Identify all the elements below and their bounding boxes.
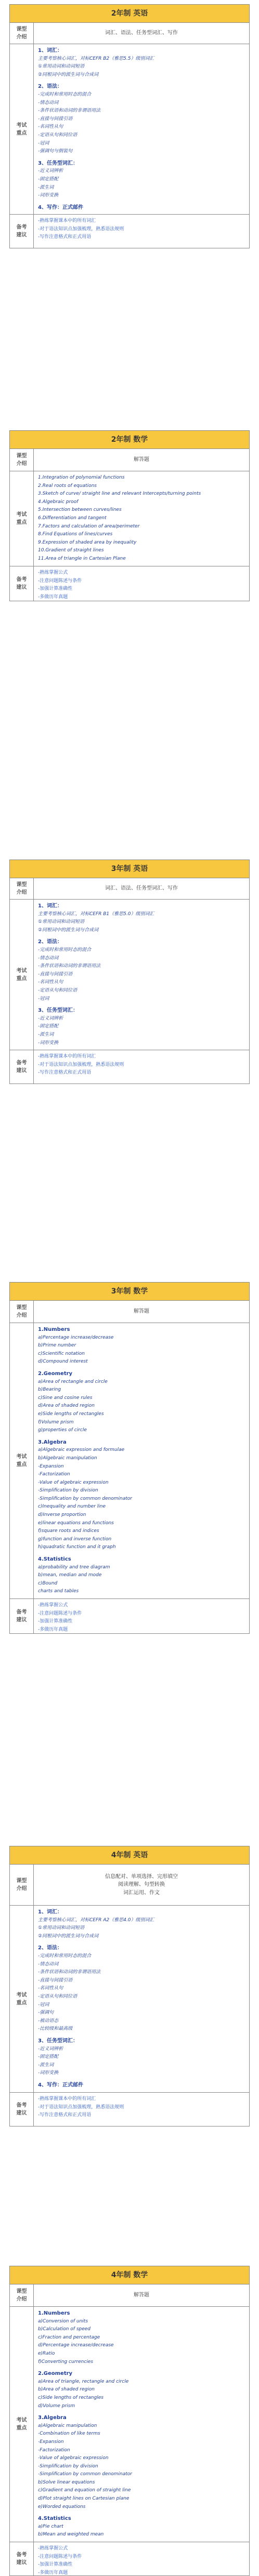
exam-points-row bbox=[10, 1323, 249, 1599]
topic-heading: 3、任务型词汇： bbox=[38, 1008, 78, 1014]
topic-item: charts and tables bbox=[38, 1589, 79, 1594]
topic-item: 9.Expression of shaded area by inequality bbox=[38, 539, 137, 545]
topic-item: ②同根词中的派生词与合成词 bbox=[38, 927, 99, 933]
topic-item: -Simplification by common denominator bbox=[38, 1496, 132, 1501]
advice-item: -写作注意格式和正式用语 bbox=[38, 1070, 92, 1076]
topic-item: 主要考察核心词汇，对标CEFR B2（雅思5.5）级别词汇 bbox=[38, 56, 154, 61]
exam-advice-label: 备考 建议 bbox=[10, 2542, 34, 2575]
exam-points-row bbox=[10, 44, 249, 215]
card-title: 3年制 数学 bbox=[10, 1283, 249, 1301]
topic-item: -情态动词 bbox=[38, 1961, 59, 1967]
spacer bbox=[38, 2511, 245, 2515]
topic-item: -被动语态 bbox=[38, 2018, 59, 2024]
exam-points-row bbox=[10, 900, 249, 1050]
topic-item: -直接与间接引语 bbox=[38, 116, 73, 122]
topic-item: b)Mean and weighted mean bbox=[38, 2532, 104, 2538]
topic-item: -强调句与倒装句 bbox=[38, 149, 73, 154]
topic-heading: 2、语法： bbox=[38, 939, 62, 945]
topic-item: h)quadratic function and it graph bbox=[38, 1544, 116, 1550]
spacer bbox=[38, 2410, 245, 2414]
topic-item: a)Pie chart bbox=[38, 2524, 63, 2529]
spacer bbox=[38, 156, 245, 160]
topic-heading: 3、任务型词汇： bbox=[38, 2038, 78, 2044]
topic-item: -强调句 bbox=[38, 2010, 54, 2016]
card-title: 4年制 英语 bbox=[10, 1846, 249, 1865]
topic-item: c)Bound bbox=[38, 1580, 58, 1586]
course-intro-text: 解答题 bbox=[134, 2292, 149, 2298]
topic-item: 10.Gradient of straight lines bbox=[38, 548, 104, 553]
topic-item: c)Scientific notation bbox=[38, 1351, 85, 1356]
course-intro-text: 信息配对、单项选择、完形填空 阅读理解、句型转换 词汇运用、作文 bbox=[105, 1873, 178, 1896]
topic-item: -词形变换 bbox=[38, 193, 59, 199]
spacer bbox=[38, 2366, 245, 2370]
topic-item: -近义词辨析 bbox=[38, 1015, 63, 1021]
advice-item: -熟练掌握公式 bbox=[38, 2546, 68, 2551]
exam-points-list bbox=[34, 1906, 249, 2092]
card-title: 2年制 数学 bbox=[10, 431, 249, 449]
topic-item: -固定搭配 bbox=[38, 1024, 59, 1029]
topic-item: b)Area of shaded region bbox=[38, 2387, 95, 2393]
topic-item: -冠词 bbox=[38, 140, 49, 146]
topic-item: -Factorization bbox=[38, 1472, 70, 1477]
topic-item: -条件状语和动词的非谓语用法 bbox=[38, 108, 101, 114]
topic-heading: 1、词汇： bbox=[38, 903, 62, 909]
topic-item: -情态动词 bbox=[38, 955, 59, 961]
course-intro-row bbox=[10, 1301, 249, 1323]
card-title: 4年制 数学 bbox=[10, 2266, 249, 2284]
advice-item: -写作注意格式和正式用语 bbox=[38, 2112, 92, 2118]
topic-item: c)Inequality and number line bbox=[38, 1504, 106, 1510]
advice-item: -加强计算准确性 bbox=[38, 586, 73, 592]
topic-heading: 1、词汇： bbox=[38, 48, 62, 54]
topic-item: -Simplification by common denominator bbox=[38, 2472, 132, 2477]
topic-heading: 4.Statistics bbox=[38, 2516, 71, 2522]
advice-item: -多做历年真题 bbox=[38, 2570, 68, 2575]
topic-heading: 2、语法： bbox=[38, 1945, 62, 1951]
topic-item: 主要考察核心词汇，对标CEFR A2（雅思4.0）级别词汇 bbox=[38, 1917, 154, 1923]
topic-item: 5.Intersection between curves/lines bbox=[38, 507, 122, 513]
exam-advice-row bbox=[10, 2093, 249, 2126]
course-intro-text: 词汇、语法、任务型词汇、写作 bbox=[105, 30, 178, 36]
topic-item: -派生词 bbox=[38, 2062, 54, 2068]
topic-item: -固定搭配 bbox=[38, 176, 59, 182]
topic-heading: 4、写作：正式邮件 bbox=[38, 2082, 83, 2088]
topic-item: 2.Real roots of equations bbox=[38, 483, 97, 488]
topic-item: -名词性从句 bbox=[38, 980, 63, 985]
spacer bbox=[38, 934, 245, 938]
topic-item: -Expansion bbox=[38, 2439, 64, 2445]
topic-item: -冠词 bbox=[38, 2002, 49, 2007]
exam-points-label: 考试 重点 bbox=[10, 900, 34, 1050]
spacer bbox=[38, 1003, 245, 1007]
topic-heading: 3.Algebra bbox=[38, 2415, 67, 2421]
section-card bbox=[9, 1282, 250, 1634]
topic-heading: 1、词汇： bbox=[38, 1909, 62, 1915]
course-intro-text: 解答题 bbox=[134, 457, 149, 463]
topic-item: -完成时和常用时态的混合 bbox=[38, 91, 92, 97]
advice-item: -熟练掌握课本中的所有词汇 bbox=[38, 2096, 96, 2102]
topic-item: -词形变换 bbox=[38, 1040, 59, 1046]
topic-item: ①常用动词和动词短语 bbox=[38, 64, 85, 70]
spacer bbox=[38, 1552, 245, 1555]
topic-heading: 3.Algebra bbox=[38, 1439, 67, 1445]
topic-item: d)Area of shaded region bbox=[38, 1403, 95, 1409]
course-intro-label: 课型 介绍 bbox=[10, 23, 34, 44]
course-intro-row bbox=[10, 878, 249, 900]
exam-advice-list bbox=[34, 215, 249, 248]
topic-item: -情态动词 bbox=[38, 100, 59, 105]
topic-item: ①常用动词和动词短语 bbox=[38, 1925, 85, 1931]
exam-advice-list bbox=[34, 2093, 249, 2126]
exam-advice-label: 备考 建议 bbox=[10, 215, 34, 248]
topic-heading: 2、语法： bbox=[38, 84, 62, 90]
topic-item: -条件状语和动词的非谓语用法 bbox=[38, 963, 101, 969]
advice-item: -熟练掌握公式 bbox=[38, 570, 68, 575]
topic-item: e)linear equations and functions bbox=[38, 1520, 114, 1526]
topic-item: -直接与间接引语 bbox=[38, 1977, 73, 1983]
course-intro-row bbox=[10, 2284, 249, 2307]
section-card bbox=[9, 4, 250, 248]
advice-item: -多做历年真题 bbox=[38, 594, 68, 600]
card-title: 2年制 英语 bbox=[10, 5, 249, 23]
topic-item: f)Converting currencies bbox=[38, 2359, 94, 2364]
topic-item: f)square roots and indices bbox=[38, 1528, 99, 1534]
topic-item: ②同根词中的派生词与合成词 bbox=[38, 1933, 99, 1939]
topic-item: b)Solve linear equations bbox=[38, 2479, 95, 2485]
topic-item: -Value of algebraic expression bbox=[38, 1479, 109, 1485]
topic-item: g)properties of circle bbox=[38, 1428, 87, 1433]
course-intro-label: 课型 介绍 bbox=[10, 2284, 34, 2306]
topic-item: -名词性从句 bbox=[38, 1986, 63, 1991]
topic-item: -词形变换 bbox=[38, 2070, 59, 2076]
topic-item: 主要考察核心词汇，对标CEFR B1（雅思5.0）级别词汇 bbox=[38, 911, 154, 917]
exam-points-row bbox=[10, 1906, 249, 2093]
course-intro-label: 课型 介绍 bbox=[10, 1865, 34, 1905]
topic-item: -派生词 bbox=[38, 1032, 54, 1037]
topic-item: f)Volume prism bbox=[38, 1419, 74, 1425]
course-intro-label: 课型 介绍 bbox=[10, 878, 34, 899]
section-card bbox=[9, 1846, 250, 2126]
course-intro-row bbox=[10, 23, 249, 44]
topic-item: -直接与间接引语 bbox=[38, 971, 73, 977]
topic-item: b)Algebraic manipulation bbox=[38, 1455, 97, 1461]
exam-advice-list bbox=[34, 566, 249, 601]
topic-item: e)Ratio bbox=[38, 2350, 55, 2356]
topic-item: c)Sine and cosine rules bbox=[38, 1395, 93, 1401]
exam-points-label: 考试 重点 bbox=[10, 1323, 34, 1599]
topic-item: -比较级和最高级 bbox=[38, 2026, 73, 2032]
course-intro-text: 解答题 bbox=[134, 1309, 149, 1315]
topic-item: -Factorization bbox=[38, 2447, 70, 2453]
section-card bbox=[9, 2266, 250, 2576]
topic-item: -定语从句和同位语 bbox=[38, 1993, 77, 1999]
topic-item: c)Gradient and equation of straight line bbox=[38, 2488, 131, 2493]
topic-heading: 1.Numbers bbox=[38, 1327, 70, 1332]
topic-item: -近义词辨析 bbox=[38, 168, 63, 174]
topic-item: 6.Differentiation and tangent bbox=[38, 515, 107, 521]
exam-points-list bbox=[34, 471, 249, 566]
exam-points-label: 考试 重点 bbox=[10, 1906, 34, 2092]
topic-item: -条件状语和动词的非谓语用法 bbox=[38, 1970, 101, 1975]
topic-item: b)Prime number bbox=[38, 1343, 76, 1349]
topic-item: -Value of algebraic expression bbox=[38, 2455, 109, 2461]
exam-advice-row bbox=[10, 1599, 249, 1633]
advice-item: -加强计算准确性 bbox=[38, 1619, 73, 1624]
course-intro-label: 课型 介绍 bbox=[10, 1301, 34, 1323]
advice-item: -加强计算准确性 bbox=[38, 2562, 73, 2568]
advice-item: -注意问题陈述与条件 bbox=[38, 1610, 82, 1616]
course-intro-label: 课型 介绍 bbox=[10, 449, 34, 471]
exam-advice-label: 备考 建议 bbox=[10, 1050, 34, 1084]
topic-item: d)Inverse proportion bbox=[38, 1512, 86, 1518]
course-intro-row bbox=[10, 449, 249, 471]
advice-item: -多做历年真题 bbox=[38, 1627, 68, 1632]
topic-item: -Simplification by division bbox=[38, 2463, 98, 2469]
topic-item: -冠词 bbox=[38, 996, 49, 1001]
exam-advice-row bbox=[10, 2542, 249, 2575]
advice-item: -注意问题陈述与条件 bbox=[38, 2554, 82, 2559]
card-title: 3年制 英语 bbox=[10, 860, 249, 878]
topic-item: -Combination of like terms bbox=[38, 2431, 100, 2437]
topic-item: d)Plot straight lines on Cartesian plane bbox=[38, 2496, 130, 2502]
topic-item: -完成时和常用时态的混合 bbox=[38, 947, 92, 953]
topic-item: -近义词辨析 bbox=[38, 2046, 63, 2052]
exam-advice-label: 备考 建议 bbox=[10, 1599, 34, 1633]
topic-heading: 3、任务型词汇： bbox=[38, 160, 78, 166]
topic-item: d)Volume prism bbox=[38, 2403, 75, 2409]
course-intro-row bbox=[10, 1865, 249, 1906]
exam-advice-row bbox=[10, 566, 249, 601]
topic-item: 1.Integration of polynomial functions bbox=[38, 475, 125, 480]
topic-item: c)Fraction and percentage bbox=[38, 2334, 100, 2340]
exam-advice-list bbox=[34, 2542, 249, 2575]
topic-item: -定语从句和同位语 bbox=[38, 132, 77, 138]
topic-item: a)Algebraic expression and formulae bbox=[38, 1447, 125, 1453]
topic-item: a)Conversion of units bbox=[38, 2318, 88, 2324]
topic-item: d)Compound interest bbox=[38, 1359, 88, 1365]
exam-points-list bbox=[34, 900, 249, 1050]
course-intro-text: 词汇、语法、任务型词汇、写作 bbox=[105, 886, 178, 892]
topic-item: 3.Sketch of curve/ straight line and relevant Intercepts/turning points bbox=[38, 491, 201, 497]
exam-advice-label: 备考 建议 bbox=[10, 2093, 34, 2126]
topic-item: a)Percentage increase/decrease bbox=[38, 1335, 114, 1340]
advice-item: -对于语法知识点加强梳理，熟悉语法规则 bbox=[38, 1062, 124, 1067]
exam-points-row bbox=[10, 2307, 249, 2542]
topic-item: ①常用动词和动词短语 bbox=[38, 919, 85, 925]
topic-item: d)Percentage increase/decrease bbox=[38, 2343, 114, 2348]
exam-advice-list bbox=[34, 1050, 249, 1084]
topic-item: a)Area of triangle, rectangle and circle bbox=[38, 2379, 129, 2384]
spacer bbox=[38, 1940, 245, 1944]
advice-item: -对于语法知识点加强梳理，熟悉语法规则 bbox=[38, 226, 124, 232]
topic-heading: 2.Geometry bbox=[38, 1370, 73, 1377]
spacer bbox=[38, 79, 245, 83]
topic-item: e)Side lengths of rectangles bbox=[38, 1411, 104, 1417]
topic-item: b)mean, median and mode bbox=[38, 1573, 102, 1578]
spacer bbox=[38, 1366, 245, 1370]
topic-item: -定语从句和同位语 bbox=[38, 987, 77, 993]
topic-item: a)Area of rectangle and circle bbox=[38, 1379, 108, 1384]
advice-item: -对于语法知识点加强梳理，熟悉语法规则 bbox=[38, 2104, 124, 2110]
spacer bbox=[38, 2078, 245, 2081]
exam-points-label: 考试 重点 bbox=[10, 2307, 34, 2542]
topic-item: -Simplification by division bbox=[38, 1488, 98, 1494]
topic-item: -固定搭配 bbox=[38, 2054, 59, 2060]
advice-item: -熟练掌握公式 bbox=[38, 1603, 68, 1608]
spacer bbox=[38, 1435, 245, 1438]
topic-item: 4.Algebraic proof bbox=[38, 499, 79, 505]
section-card bbox=[9, 430, 250, 601]
advice-item: -写作注意格式和正式用语 bbox=[38, 234, 92, 240]
topic-item: 7.Factors and calculation of area/perimeter bbox=[38, 523, 140, 529]
exam-points-label: 考试 重点 bbox=[10, 44, 34, 214]
topic-item: b)Bearing bbox=[38, 1387, 61, 1393]
section-card bbox=[9, 860, 250, 1084]
exam-points-label: 考试 重点 bbox=[10, 471, 34, 566]
exam-advice-row bbox=[10, 1050, 249, 1084]
exam-advice-row bbox=[10, 215, 249, 248]
advice-item: -熟练掌握课本中的所有词汇 bbox=[38, 1054, 96, 1059]
topic-item: b)Calculation of speed bbox=[38, 2327, 91, 2332]
topic-item: g)function and inverse function bbox=[38, 1536, 112, 1542]
topic-item: -名词性从句 bbox=[38, 124, 63, 130]
exam-advice-list bbox=[34, 1599, 249, 1633]
topic-heading: 4、写作：正式邮件 bbox=[38, 204, 83, 210]
exam-advice-label: 备考 建议 bbox=[10, 566, 34, 601]
topic-item: ②同根词中的派生词与合成词 bbox=[38, 72, 99, 77]
exam-points-list bbox=[34, 2307, 249, 2542]
topic-item: -完成时和常用时态的混合 bbox=[38, 1953, 92, 1959]
topic-heading: 4.Statistics bbox=[38, 1556, 71, 1563]
topic-item: -派生词 bbox=[38, 184, 54, 190]
advice-item: -熟练掌握课本中的所有词汇 bbox=[38, 218, 96, 223]
topic-item: 11.Area of triangle in Cartesian Plane bbox=[38, 556, 126, 561]
exam-points-row bbox=[10, 471, 249, 566]
topic-item: 8.Find Equations of lines/curves bbox=[38, 532, 113, 537]
topic-heading: 2.Geometry bbox=[38, 2371, 73, 2377]
topic-heading: 1.Numbers bbox=[38, 2310, 70, 2316]
exam-points-list bbox=[34, 1323, 249, 1599]
topic-item: c)Side lengths of rectangles bbox=[38, 2395, 103, 2400]
topic-item: e)Worded equations bbox=[38, 2504, 86, 2509]
topic-item: -Expansion bbox=[38, 1463, 64, 1469]
spacer bbox=[38, 200, 245, 204]
spacer bbox=[38, 2033, 245, 2037]
topic-item: a)probability and tree diagram bbox=[38, 1564, 110, 1570]
advice-item: -注意问题陈述与条件 bbox=[38, 578, 82, 584]
topic-item: a)Algebraic manipulation bbox=[38, 2423, 97, 2428]
exam-points-list bbox=[34, 44, 249, 214]
